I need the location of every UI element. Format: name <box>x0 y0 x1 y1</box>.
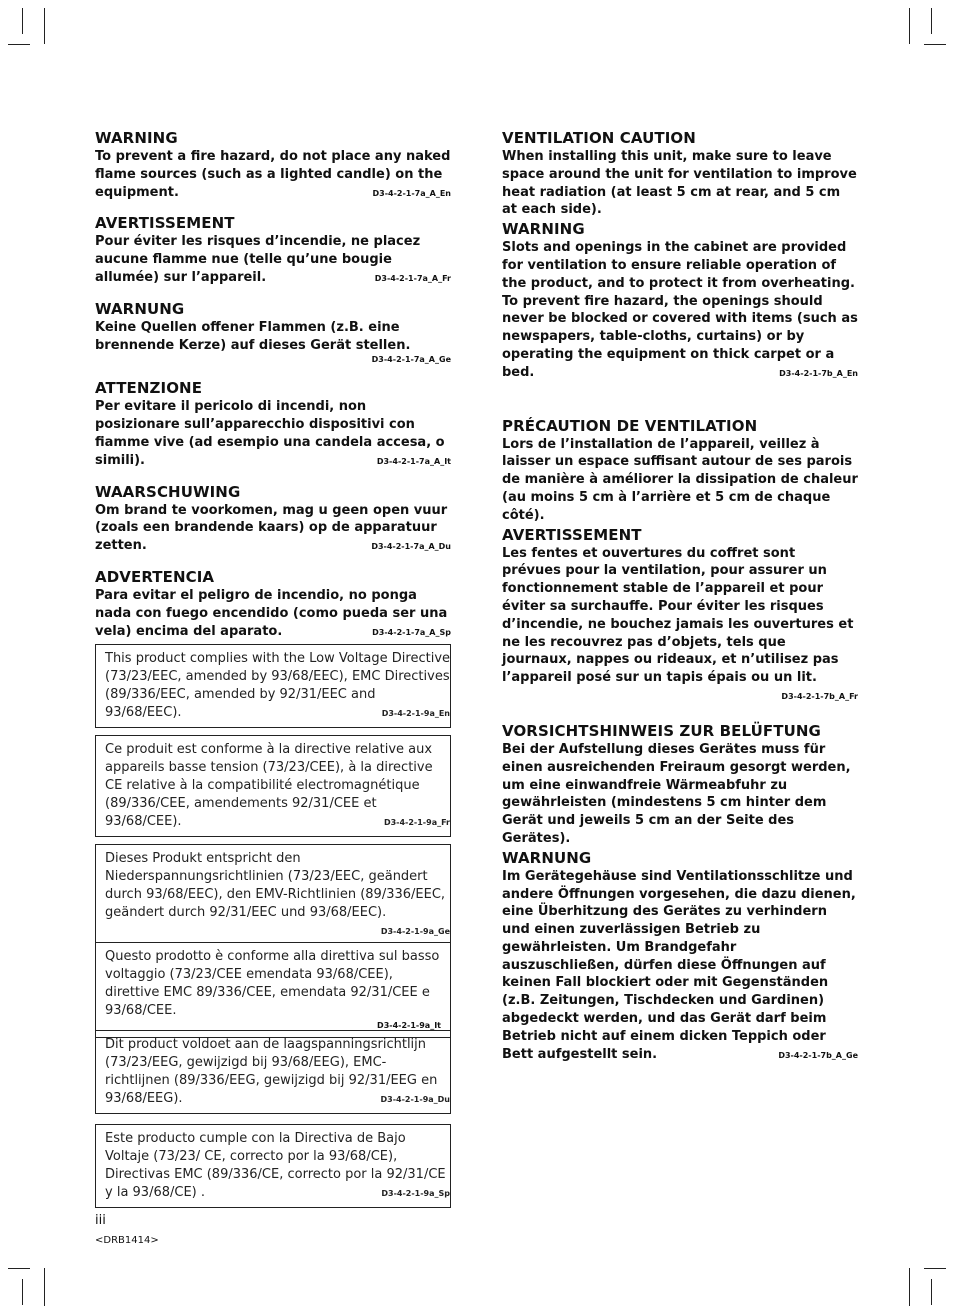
section-code: D3-4-2-1-7a_A_Fr <box>374 273 451 283</box>
box-body: Dit product voldoet aan de laagspanningsrichtlijn (73/23/EEG, gewijzigd bij 93/68/EEG), EMC-richtlijnen (89/336/EEG, gewijzigd bij 92/31/EEG en 93/68/EEG). <box>105 1037 438 1106</box>
section-body <box>95 587 451 640</box>
group-code: D3-4-2-1-7b_A_Ge <box>778 1050 858 1060</box>
box-text <box>105 741 450 831</box>
crop-mark <box>924 44 946 45</box>
group-body <box>502 239 858 381</box>
box-body: Questo prodotto è conforme alla direttiva sul basso voltaggio (73/23/CEE emendata 93/68/CEE), direttive EMC 89/336/CEE, emendata 92/31/CEE e 93/68/CEE. <box>105 949 440 1018</box>
page-number: iii <box>95 1213 106 1228</box>
section-code: D3-4-2-1-7a_A_En <box>372 188 451 198</box>
crop-mark <box>44 8 45 44</box>
compliance-box-it <box>95 942 451 1038</box>
crop-mark <box>22 1279 23 1305</box>
document-id: <DRB1414> <box>95 1235 159 1246</box>
section-text: Per evitare il pericolo di incendi, non posizionare sull’apparecchio dispositivi con fiamme vive (ad esempio una candela accesa, o simili). <box>95 399 445 468</box>
crop-mark <box>924 1268 946 1269</box>
section-code: D3-4-2-1-7a_A_Sp <box>372 627 451 637</box>
warning-section-it <box>95 378 451 469</box>
section-heading: WARNUNG <box>95 299 185 318</box>
crop-mark <box>909 8 910 44</box>
section-body <box>95 398 451 469</box>
section-text: Para evitar el peligro de incendio, no ponga nada con fuego encendido (como pueda ser una vela) encima del aparato. <box>95 587 448 639</box>
warning-section-sp <box>95 567 451 640</box>
warning-section-en <box>95 128 451 201</box>
crop-mark <box>44 1268 45 1306</box>
compliance-box-ge <box>95 844 451 943</box>
group-text: Les fentes et ouvertures du coffret sont prévues pour la ventilation, pour assurer un fonctionnement stable de l’appareil et pour éviter sa surchauffe. Pour éviter les risques d’incendie, ne bouchez jamais les ouvertures et ne les recouvrez pas d’objets, tels que journaux, nappes ou rideaux, et n’utilisez pas l’appareil posé sur un tapis épais ou un lit. <box>502 545 854 686</box>
left-column <box>95 128 451 652</box>
section-heading: ATTENZIONE <box>95 379 203 398</box>
section-heading: WARNING <box>95 129 178 147</box>
group-code: D3-4-2-1-7b_A_En <box>779 368 858 378</box>
compliance-box-fr <box>95 735 451 837</box>
box-code: D3-4-2-1-9a_Sp <box>381 1188 450 1198</box>
section-heading: WAARSCHUWING <box>95 482 241 501</box>
crop-mark <box>931 8 932 34</box>
box-body: Dieses Produkt entspricht den Niederspannungsrichtlinien (73/23/EEC, geändert durch 93/68/EEC), den EMV-Richtlinien (89/336/EEC, geändert durch 92/31/EEC und 93/68/EEC). <box>105 851 446 920</box>
crop-mark <box>22 8 23 34</box>
warning-section-fr <box>95 213 451 286</box>
group-heading: VORSICHTSHINWEIS ZUR BELÜFTUNG <box>502 721 821 740</box>
crop-mark <box>8 44 30 45</box>
section-code: D3-4-2-1-7a_A_Ge <box>371 355 451 365</box>
box-text <box>105 650 450 722</box>
group-heading: PRÉCAUTION DE VENTILATION <box>502 416 758 435</box>
group-heading: VENTILATION CAUTION <box>502 129 696 147</box>
warning-section-ge <box>95 299 451 367</box>
box-body: Este producto cumple con la Directiva de Bajo Voltaje (73/23/ CE, correcto por la 93/68/CE), Directivas EMC (89/336/CE, correcto por la 92/31/CE y la 93/68/CE) . <box>105 1131 446 1200</box>
group-body: Bei der Aufstellung dieses Gerätes muss für einen ausreichenden Freiraum gesorgt werden, um eine einwandfreie Wärmeabfuhr zu gewährleisten (mindestens 5 cm hinter dem Gerät und jeweils 5 cm an der Seite des Gerätes). <box>502 741 851 846</box>
section-heading: ADVERTENCIA <box>95 567 215 586</box>
box-text <box>105 1130 450 1202</box>
group-body: When installing this unit, make sure to leave space around the unit for ventilation to improve heat radiation (at least 5 cm at rear, and 5 cm at each side). <box>502 149 857 218</box>
section-body <box>95 148 451 201</box>
group-body: Lors de l’installation de l’appareil, veillez à laisser un espace suffisant autour de ses parois de manière à améliorer la dissipation de chaleur (au moins 5 cm à l’arrière et 5 cm de chaque côté). <box>502 436 858 523</box>
section-body <box>95 233 451 286</box>
box-code: D3-4-2-1-9a_Ge <box>380 926 450 936</box>
crop-mark <box>931 1279 932 1305</box>
ventilation-group-fr <box>502 416 858 701</box>
compliance-box-en <box>95 644 451 728</box>
group-body <box>502 545 858 701</box>
section-heading: AVERTISSEMENT <box>95 214 235 233</box>
section-text: To prevent a fire hazard, do not place any naked flame sources (such as a lighted candle) on the equipment. <box>95 149 451 200</box>
crop-mark <box>909 1268 910 1306</box>
group-body <box>502 868 858 1064</box>
section-text: Pour éviter les risques d’incendie, ne placez aucune flamme nue (telle qu’une bougie allumée) sur l’appareil. <box>95 234 421 285</box>
group-subheading: WARNING <box>502 220 585 239</box>
group-subheading: AVERTISSEMENT <box>502 525 642 544</box>
compliance-box-sp <box>95 1124 451 1208</box>
group-text: Im Gerätegehäuse sind Ventilationsschlitze und andere Öffnungen vorgesehen, die dazu dienen, eine Überhitzung des Gerätes zu verhindern und einen zuverlässigen Betrieb zu gewährleisten. Um Brandgefahr auszuschließen, dürfen diese Öffnungen auf keinen Fall blockiert oder mit Gegenständen (z.B. Zeitungen, Tischdecken und Gardinen) abgedeckt werden, und das Gerät darf beim Betrieb nicht auf einem dicken Teppich oder Bett aufgestellt sein. <box>502 868 856 1062</box>
spacer <box>502 394 858 416</box>
right-column <box>502 128 858 1075</box>
crop-mark <box>8 1268 30 1269</box>
group-code: D3-4-2-1-7b_A_Fr <box>781 691 858 701</box>
spacer <box>502 699 858 721</box>
warning-section-du <box>95 482 451 555</box>
box-code: D3-4-2-1-9a_En <box>381 708 450 718</box>
section-body: Keine Quellen offener Flammen (z.B. eine brennende Kerze) auf dieses Gerät stellen. <box>95 319 411 353</box>
section-code: D3-4-2-1-7a_A_Du <box>371 542 451 552</box>
box-text <box>105 1036 450 1108</box>
section-code: D3-4-2-1-7a_A_It <box>376 456 451 466</box>
box-code: D3-4-2-1-9a_Du <box>380 1094 450 1104</box>
box-text <box>105 850 450 936</box>
ventilation-group-en <box>502 128 858 382</box>
section-body <box>95 502 451 555</box>
box-body: This product complies with the Low Voltage Directive (73/23/EEC, amended by 93/68/EEC), EMC Directives (89/336/EEC, amended by 92/31/EEC and 93/68/EEC). <box>105 651 451 720</box>
compliance-box-du <box>95 1030 451 1114</box>
group-subheading: WARNUNG <box>502 848 592 867</box>
box-body: Ce produit est conforme à la directive relative aux appareils basse tension (73/23/CEE), à la directive CE relative à la compatibilité electromagnétique (89/336/CEE, amendements 92/31/CEE et 93/68/CEE). <box>105 742 433 829</box>
section-text: Om brand te voorkomen, mag u geen open vuur (zoals een brandende kaars) op de apparatuur zetten. <box>95 502 448 554</box>
ventilation-group-ge <box>502 721 858 1064</box>
box-code: D3-4-2-1-9a_Fr <box>383 817 450 827</box>
box-code: D3-4-2-1-9a_It <box>377 1020 441 1030</box>
group-text: Slots and openings in the cabinet are provided for ventilation to ensure reliable operation of the product, and to protect it from overheating. To prevent fire hazard, the openings should never be blocked or covered with items (such as newspapers, table-cloths, curtains) or by operating the equipment on thick carpet or a bed. <box>502 240 858 380</box>
